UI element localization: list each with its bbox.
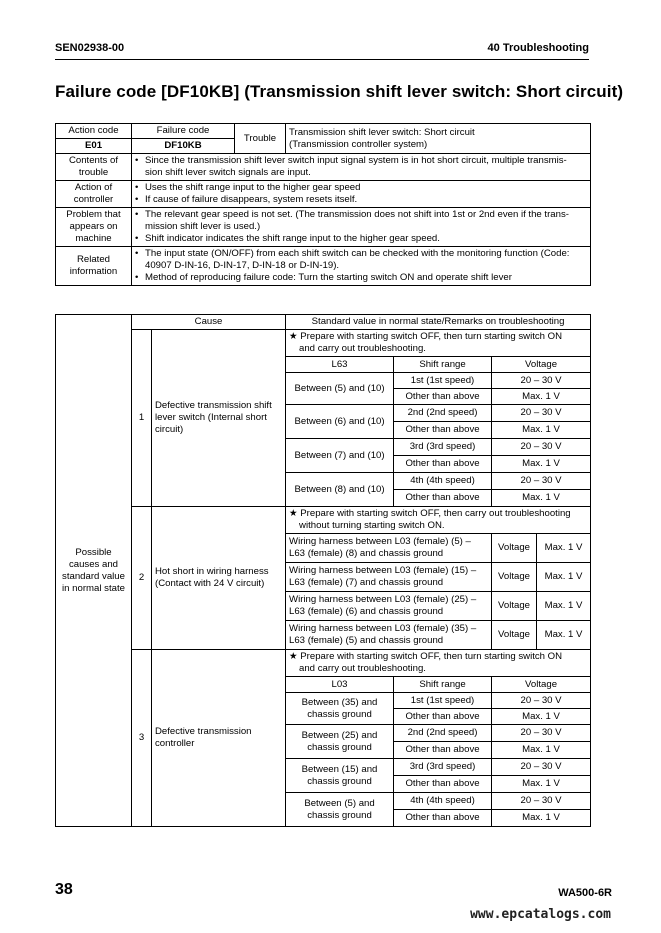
causes-table xyxy=(55,314,591,827)
cause-3-col-connector: L03 xyxy=(286,677,394,693)
voltage-label: Voltage xyxy=(492,592,537,621)
cause-3-name: Defective transmission controller xyxy=(152,650,286,827)
harness-description: Wiring harness between L03 (female) (15) – L63 (female) (7) and chassis ground xyxy=(286,563,492,592)
cause-1-col-shift: Shift range xyxy=(394,357,492,373)
cause-1-between: Between (6) and (10) xyxy=(286,405,394,439)
cause-1-col-connector: L63 xyxy=(286,357,394,373)
contents-text: • Since the transmission shift lever switch input signal system is in hot short circuit, multiple transmis- sion shift lever switch signals are input. xyxy=(132,154,591,181)
voltage-value: Max. 1 V xyxy=(492,742,591,759)
failure-code-label: Failure code xyxy=(132,124,235,139)
related-text: • The input state (ON/OFF) from each shift switch can be checked with the monitoring function (Code: 40907 D-IN-16, D-IN-17, D-IN-18 or D-IN-19). • Method of reproducing failure code: Turn the starting switch ON and operate shift lever xyxy=(132,247,591,286)
contents-label: Contents of trouble xyxy=(56,154,132,181)
action-code-label: Action code xyxy=(56,124,132,139)
page-number: 38 xyxy=(55,881,73,898)
cause-3-between: Between (35) and chassis ground xyxy=(286,693,394,725)
cause-1-between: Between (8) and (10) xyxy=(286,473,394,507)
cause-1-name: Defective transmission shift lever switch (Internal short circuit) xyxy=(152,330,286,507)
header-rule xyxy=(55,59,589,60)
voltage-label: Voltage xyxy=(492,534,537,563)
related-label: Related information xyxy=(56,247,132,286)
cause-3-number: 3 xyxy=(132,650,152,827)
voltage-value: 20 – 30 V xyxy=(492,373,591,389)
cause-3-between: Between (5) and chassis ground xyxy=(286,793,394,827)
shift-range: Other than above xyxy=(394,389,492,405)
cause-1-between: Between (7) and (10) xyxy=(286,439,394,473)
shift-range: Other than above xyxy=(394,709,492,725)
voltage-label: Voltage xyxy=(492,563,537,592)
voltage-value: Max. 1 V xyxy=(492,456,591,473)
cause-3-col-voltage: Voltage xyxy=(492,677,591,693)
voltage-value: Max. 1 V xyxy=(492,389,591,405)
shift-range: Other than above xyxy=(394,456,492,473)
voltage-value: Max. 1 V xyxy=(492,490,591,507)
trouble-label: Trouble xyxy=(235,124,286,154)
cause-3-col-shift: Shift range xyxy=(394,677,492,693)
shift-range: 1st (1st speed) xyxy=(394,373,492,389)
cause-2-note: ★ Prepare with starting switch OFF, then carry out troubleshooting without turning starting switch ON. xyxy=(286,507,591,534)
shift-range: 4th (4th speed) xyxy=(394,793,492,810)
shift-range: Other than above xyxy=(394,490,492,507)
cause-1-between: Between (5) and (10) xyxy=(286,373,394,405)
voltage-value: Max. 1 V xyxy=(537,592,591,621)
cause-1-note: ★ Prepare with starting switch OFF, then turn starting switch ON and carry out troubleshooting. xyxy=(286,330,591,357)
cause-1-number: 1 xyxy=(132,330,152,507)
action-code-value: E01 xyxy=(56,139,132,154)
standard-header: Standard value in normal state/Remarks on troubleshooting xyxy=(286,315,591,330)
shift-range: Other than above xyxy=(394,810,492,827)
action-text: • Uses the shift range input to the higher gear speed • If cause of failure disappears, system resets itself. xyxy=(132,181,591,208)
voltage-value: Max. 1 V xyxy=(492,776,591,793)
cause-2-name: Hot short in wiring harness (Contact with 24 V circuit) xyxy=(152,507,286,650)
shift-range: 3rd (3rd speed) xyxy=(394,439,492,456)
problem-text: • The relevant gear speed is not set. (The transmission does not shift into 1st or 2nd even if the trans- mission shift lever is used.) • Shift indicator indicates the shift range input to the higher gear speed. xyxy=(132,208,591,247)
cause-1-col-voltage: Voltage xyxy=(492,357,591,373)
cause-3-between: Between (15) and chassis ground xyxy=(286,759,394,793)
voltage-value: 20 – 30 V xyxy=(492,693,591,709)
harness-description: Wiring harness between L03 (female) (25) – L63 (female) (6) and chassis ground xyxy=(286,592,492,621)
voltage-value: Max. 1 V xyxy=(537,621,591,650)
voltage-value: 20 – 30 V xyxy=(492,725,591,742)
harness-description: Wiring harness between L03 (female) (35) – L63 (female) (5) and chassis ground xyxy=(286,621,492,650)
cause-3-between: Between (25) and chassis ground xyxy=(286,725,394,759)
failure-info-table xyxy=(55,123,591,286)
voltage-label: Voltage xyxy=(492,621,537,650)
doc-number: SEN02938-00 xyxy=(55,42,125,54)
shift-range: Other than above xyxy=(394,742,492,759)
possible-causes-label: Possible causes and standard value in normal state xyxy=(56,315,132,827)
cause-header: Cause xyxy=(132,315,286,330)
failure-code-value: DF10KB xyxy=(132,139,235,154)
voltage-value: Max. 1 V xyxy=(537,534,591,563)
action-label: Action of controller xyxy=(56,181,132,208)
shift-range: 2nd (2nd speed) xyxy=(394,725,492,742)
voltage-value: 20 – 30 V xyxy=(492,473,591,490)
shift-range: 2nd (2nd speed) xyxy=(394,405,492,422)
voltage-value: Max. 1 V xyxy=(492,422,591,439)
model-name: WA500-6R xyxy=(558,887,612,899)
voltage-value: 20 – 30 V xyxy=(492,793,591,810)
shift-range: Other than above xyxy=(394,776,492,793)
voltage-value: Max. 1 V xyxy=(537,563,591,592)
section-title: 40 Troubleshooting xyxy=(487,42,589,54)
harness-description: Wiring harness between L03 (female) (5) – L63 (female) (8) and chassis ground xyxy=(286,534,492,563)
voltage-value: 20 – 30 V xyxy=(492,439,591,456)
shift-range: 4th (4th speed) xyxy=(394,473,492,490)
voltage-value: 20 – 30 V xyxy=(492,759,591,776)
trouble-description: Transmission shift lever switch: Short circuit (Transmission controller system) xyxy=(286,124,591,154)
voltage-value: Max. 1 V xyxy=(492,709,591,725)
website-watermark: www.epcatalogs.com xyxy=(470,907,611,922)
voltage-value: Max. 1 V xyxy=(492,810,591,827)
cause-3-note: ★ Prepare with starting switch OFF, then turn starting switch ON and carry out troubleshooting. xyxy=(286,650,591,677)
shift-range: 1st (1st speed) xyxy=(394,693,492,709)
voltage-value: 20 – 30 V xyxy=(492,405,591,422)
cause-2-number: 2 xyxy=(132,507,152,650)
shift-range: 3rd (3rd speed) xyxy=(394,759,492,776)
problem-label: Problem that appears on machine xyxy=(56,208,132,247)
shift-range: Other than above xyxy=(394,422,492,439)
page-title: Failure code [DF10KB] (Transmission shift lever switch: Short circuit) xyxy=(55,82,624,101)
